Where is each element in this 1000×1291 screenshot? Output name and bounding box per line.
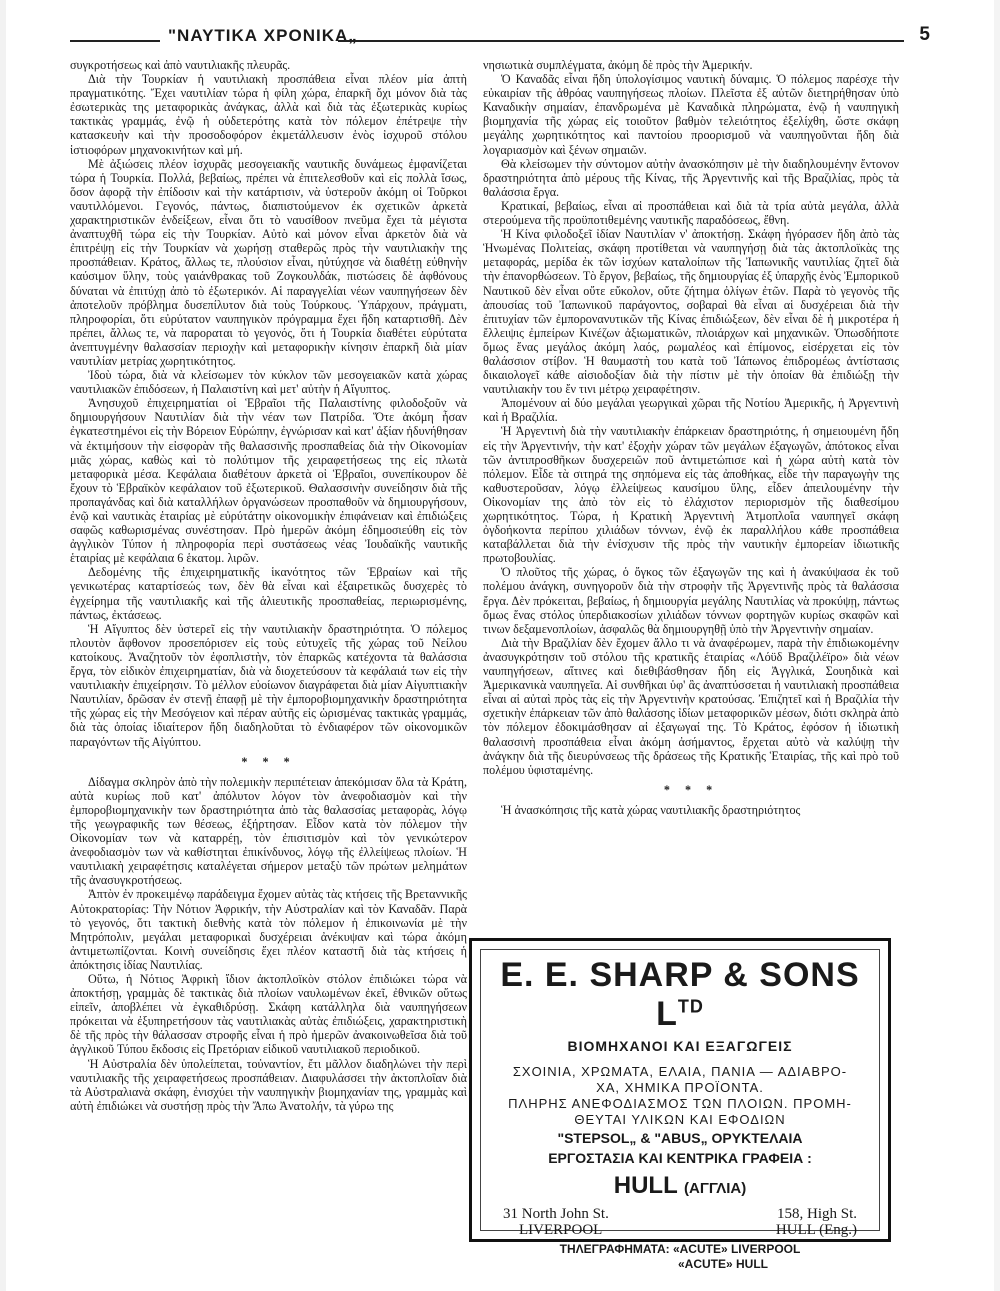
article-paragraph: Ἰδοὺ τώρα, διὰ νὰ κλείσωμεν τὸν κύκλον τῶν μεσογειακῶν κατὰ χώρας ναυτιλιακῶν ἐπιδόσεων, ἡ Παλαιστίνη καὶ μετ' αὐτὴν ἡ Αἴγυπτος. bbox=[70, 368, 467, 397]
journal-title: "ΝΑΥΤΙΚΑ ΧΡΟΝΙΚΑ„ bbox=[168, 26, 358, 45]
article-paragraph: Διὰ τὴν Τουρκίαν ἡ ναυτιλιακὴ προσπάθεια εἶναι πλέον μία ἀπτὴ πραγματικότης. Ἔχει ναυτιλίαν τώρα ἡ φίλη χώρα, ἐπαρκῆ ὄχι μόνον διὰ τὰς ἐσωτερικὰς της μεταφορικὰς ἀνάγκας, ἀλλὰ καὶ διὰ τὰς ἐξωτερικὰς κυρίως τακτικὰς γραμμάς, ἐνῷ ἡ οὐδετερότης κατὰ τὸν πόλεμον ἐπέτρεψε τὴν κατασκευὴν καὶ τὴν προσοδοφόρον ἐκμετάλλευσιν ἑνὸς ἰσχυροῦ στόλου ἱστιοφόρων μηχανοκινήτων καὶ μή. bbox=[70, 72, 467, 157]
section-separator: * * * bbox=[663, 782, 719, 797]
head-office-city bbox=[481, 1172, 879, 1200]
article-paragraph: Ἀπομένουν αἱ δύο μεγάλαι γεωργικαὶ χῶραι τῆς Νοτίου Ἀμερικῆς, ἡ Ἀργεντινὴ καὶ ἡ Βραζιλία. bbox=[483, 396, 899, 425]
left-column bbox=[70, 58, 467, 1113]
telegram-line: ΤΗΛΕΓΡΑΦΗΜΑΤΑ: «ACUTE» LIVERPOOL bbox=[559, 1242, 801, 1256]
article-paragraph: Κρατικαί, βεβαίως, εἶναι αἱ προσπάθειαι καὶ διὰ τὰ τρία αὐτὰ μεγάλα, ἀλλὰ στερούμενα τῆς προϋποτιθεμένης ναυτικῆς παραδόσεως, ἔθνη. bbox=[483, 198, 899, 228]
article-paragraph: Διὰ τὴν Βραζιλίαν δὲν ἔχομεν ἄλλο τι νὰ ἀναφέρωμεν, παρὰ τὴν ἐπιδιωκομένην ἀνασυγκρότησιν τοῦ στόλου τῆς κρατικῆς ἑταιρίας «Λόϋδ Βραζιλέϊρο» διὰ νέων ναυπηγήσεων, αἵτινες καὶ διεθιβάσθησαν ἤδη εἰς Ἀγγλικά, Σουηδικὰ καὶ Ἀμερικανικὰ ναυπηγεῖα. Αἱ συνθῆκαι ὑφ' ἃς ἀναπτύσσεται ἡ ναυτιλιακὴ προσπάθεια εἶναι αἱ αὐταὶ πρὸς τὰς εἰς τὴν Ἀργεντινὴν κρατούσας. Ἐπιζητεῖ καὶ ἡ Βραζιλία τὴν σχετικὴν ἐπάρκειαν τῶν ἀπὸ θαλάσσης ἰδίων μεταφορικῶν μέσων, διότι σκληρὰ ἀπὸ τὸν πόλεμον ἐδοκιμάσθησαν αἱ ἐξαγωγαί της. Τὸ Κράτος, ἐφόσον ἡ ἰδιωτικὴ θαλασσινὴ προσπάθεια εἶναι ἀκόμη ἀσήμαντος, ἔρχεται αὐτὸ νὰ καλύψῃ τὴν ἀνάγκην διὰ τῆς διευρύνσεως τῆς δράσεως τῆς Κρατικῆς Ἑταιρίας, τῆς καὶ πρὸ τοῦ πολέμου ὑφισταμένης. bbox=[483, 635, 899, 777]
page-number: 5 bbox=[919, 24, 930, 45]
header-rule-right bbox=[338, 40, 904, 42]
advertiser-name-suffix: TD bbox=[677, 996, 704, 1017]
advertisement-inner-frame bbox=[480, 949, 880, 1271]
telegram-line: «ACUTE» HULL bbox=[677, 1257, 768, 1271]
liverpool-address bbox=[503, 1206, 609, 1238]
advertiser-name-text: E. E. SHARP & SONS L bbox=[500, 956, 860, 1033]
article-paragraph: Ἡ Κίνα φιλοδοξεῖ ἰδίαν Ναυτιλίαν ν' ἀποκτήσῃ. Σκάφη ἠγόρασεν ἤδη ἀπὸ τὰς Ἡνωμένας Πολιτείας, σκάφη προτίθεται νὰ ναυπηγήσῃ διὰ τὰς ἀκτοπλοϊκὰς της μεταφοράς, μερίδα ἐκ τῶν ἰσχύων καταλοίπων τῆς Ἰαπωνικῆς ναυτιλίας ζητεῖ διὰ τὴν ἐπανορθώσεων. Τὸ ἔργον, βεβαίως, τῆς δημιουργίας ἐξ ὑπαρχῆς ἑνὸς Ἐμπορικοῦ Ναυτικοῦ δὲν εἶναι οὔτε εὔκολον, οὔτε ζήτημα ὀλίγων ἐτῶν. Παρὰ τὸ γεγονὸς τῆς ἀπουσίας τοῦ Ἰαπωνικοῦ παράγοντος, σοβαραὶ θὰ εἶναι αἱ δυσχέρειαι διὰ τὴν ἐπιτυχίαν τῶν ἐμπορονανυτικῶν τῆς Κίνας ἐπιδιώξεων, δὲν εἶναι δὲ ἡ μικροτέρα ἡ ἔλλειψις ἐμπείρων Κινέζων ἀξιωματικῶν, πλοιάρχων καὶ μηχανικῶν. Ὁπωσδήποτε ὅμως ἕνας μεγάλος ἀκόμη λαός, ρωμαλέος καὶ ἐπίμονος, εἰσέρχεται εἰς τὸν θαλάσσιον στίβον. Ἡ θαυμαστὴ του κατὰ τοῦ Ἰάπωνος ἐπιδρομέως ἀντίστασις δικαιολογεῖ κάθε αἰσιοδοξίαν διὰ τὴν πίστιν μὲ τὴν ὁποίαν θὰ ἐπιδιώξῃ τὴν ναυτιλιακὴν του ἔν τινι μέτρῳ χειραφέτησιν. bbox=[483, 227, 899, 397]
advertiser-subtitle: ΒΙΟΜΗΧΑΝΟΙ ΚΑΙ ΕΞΑΓΩΓΕΙΣ bbox=[567, 1038, 793, 1054]
product-list bbox=[481, 1064, 879, 1128]
article-paragraph: Ὁ Καναδᾶς εἶναι ἤδη ὑπολογίσιμος ναυτικὴ δύναμις. Ὁ πόλεμος παρέσχε τὴν εὐκαιρίαν τῆς ἀθρόας ναυπηγήσεως πλοίων. Πλεῖστα ἐξ αὐτῶν διετηρήθησαν ὑπὸ Καναδικὴν σημαίαν, ἐπανδρωμένα μὲ Καναδικὰ πληρώματα, ἐνῷ ἡ ναυπηγικὴ βιομηχανία τῆς χώρας εἰς τοιοῦτον βαθμὸν τελειότητος ἐξελίχθη, ὥστε σκάφη μεγάλης χωρητικότητος καὶ παντοίου προορισμοῦ νὰ ναυπηγοῦνται ἤδη διὰ λογαριασμὸν καὶ ξένων σημαιῶν. bbox=[483, 72, 899, 157]
scan-edge-right bbox=[994, 0, 1000, 1291]
article-paragraph: Ὁ πλοῦτος τῆς χώρας, ὁ ὄγκος τῶν ἐξαγωγῶν της καὶ ἡ ἀνακύψασα ἐκ τοῦ πολέμου ἀνάγκη, συνηγοροῦν διὰ τὴν στροφὴν τῆς Ἀργεντινῆς πρὸς τὰ θαλάσσια ἔργα. Δὲν πρόκειται, βεβαίως, ἡ δημιουργία μεγάλης Ναυτιλίας νὰ προκύψῃ, πάντως ὅμως ἕνας στόλος ὑπερδιακοσίων χιλιάδων τόννων φορτηγῶν κυρίως σκαφῶν καὶ τινων δεξαμενοπλοίων, ἀσφαλῶς θὰ δημιουργηθῇ ὑπὸ τὴν Ἀργεντινὴν σημαίαν. bbox=[483, 565, 899, 636]
sharp-advertisement bbox=[469, 938, 891, 1271]
product-line: ΧΑ, ΧΗΜΙΚΑ ΠΡΟΪΟΝΤΑ. bbox=[596, 1080, 764, 1095]
article-paragraph: Θὰ κλείσωμεν τὴν σύντομον αὐτὴν ἀνασκόπησιν μὲ τὴν διαδηλουμένην ἔντονον δραστηριότητα ἀπὸ μέρους τῆς Κίνας, τῆς Ἀργεντινῆς καὶ τῆς Βραζιλίας, πρὸς τὰ θαλάσσια ἔργα. bbox=[483, 156, 899, 199]
right-column bbox=[483, 58, 899, 817]
article-paragraph: Ἡ Ἀργεντινὴ διὰ τὴν ναυτιλιακὴν ἐπάρκειαν δραστηριότης, ἡ σημειουμένη ἤδη εἰς τὴν Ἀργεντινήν, τὴν κατ' ἐξοχὴν χώραν τῶν μεγάλων ἐξαγωγῶν, ἀπότοκος εἶναι τῶν ἀντιπροσθῆκων δυσχερειῶν ποῦ ἀντιμετώπισε καὶ ἡ χώρα αὐτὴ κατὰ τὸν πόλεμον. Εἶδε τὰ σιτηρά της σηπόμενα εἰς τὰς ἀποθήκας, εἶδε τὴν παραγωγὴν της καθυστεροῦσαν, λόγῳ ἐλλείψεως καυσίμου ὕλης, εἶδεν ἀπειλουμένην τὴν Οἰκονομίαν της ἀπὸ τὸν εἰς τὸ ἐλάχιστον περιορισμὸν τῆς διαθεσίμου χωρητικότητος. Τώρα, ἡ Κρατικὴ Ἀργεντινὴ Ἀτμοπλοΐα ναυπηγεῖ σκάφη ὀγδοήκοντα περίπου χιλιάδων τόννων, ἐνῷ ἐκ παραλλήλου κάθε προσπάθεια καταβάλλεται διὰ τὴν ἐνίσχυσιν τῆς πρὸς τὴν ναυτικὴν ἐμπορείαν ἰδιωτικῆς πρωτοβουλίας. bbox=[483, 424, 899, 566]
article-paragraph: Ἡ Αὐστραλία δὲν ὑπολείπεται, τοὐναντίον, ἔτι μᾶλλον διαδηλώνει τὴν περὶ ναυτιλιακῆς τῆς χειραφετήσεως προσπάθειαν. Διαφυλάσσει τὴν ἀκτοπλοΐαν διὰ τὰ Αὐστραλιανὰ σκάφη, ἐνισχύει τὴν ναυπηγικὴν βιομηχανίαν της, γραμμὰς καὶ αὐτὴ ἐπιδιώκει νὰ συστήσῃ πρὸς τὴν Ἄπω Ἀνατολήν, τὰ γύρω της bbox=[70, 1056, 467, 1113]
address-city: LIVERPOOL bbox=[519, 1222, 603, 1238]
scan-edge-left bbox=[0, 0, 6, 1291]
product-line: ΘΕΥΤΑΙ ΥΛΙΚΩΝ ΚΑΙ ΕΦΟΔΙΩΝ bbox=[574, 1112, 786, 1127]
telegram-addresses bbox=[481, 1242, 879, 1272]
product-line: ΣΧΟΙΝΙΑ, ΧΡΩΜΑΤΑ, ΕΛΑΙΑ, ΠΑΝΙΑ — ΑΔΙΑΒΡΟ- bbox=[512, 1064, 848, 1079]
section-separator: * * * bbox=[241, 754, 296, 769]
hull-address bbox=[776, 1206, 857, 1238]
article-paragraph: νησιωτικὰ συμπλέγματα, ἀκόμη δὲ πρὸς τὴν Ἀμερικήν. bbox=[483, 58, 753, 72]
header-rule-left bbox=[70, 40, 160, 42]
product-line: ΠΛΗΡΗΣ ΑΝΕΦΟΔΙΑΣΜΟΣ ΤΩΝ ΠΛΟΙΩΝ. ΠΡΟΜΗ- bbox=[508, 1096, 852, 1111]
article-paragraph: Ἡ Αἴγυπτος δὲν ὑστερεῖ εἰς τὴν ναυτιλιακὴν δραστηριότητα. Ὁ πόλεμος πλουτὸν ἄφθονον προσεπόρισεν εἰς τοὺς εὐτυχεῖς τῆς χώρας τοῦ Νείλου κατοίκους. Ἀναζητοῦν τὸν ἐφοπλιστὴν, τὸν ἐπαρκῶς κατέχοντα τὰ θαλάσσια ἔργα, τὸν εἰδικὸν ἐπιχειρηματίαν, διὰ νὰ διοχετεύσουν τὰ κεφάλαιά των εἰς τὴν ναυτιλιακὴν ἐπιχείρησιν. Τὸ μέλλον εὐοίωνον διαγράφεται διὰ μίαν Αἰγυπτιακὴν Ναυτιλίαν, δρῶσαν ἐν στενῇ ἐπαφῇ μὲ τὴν ἐμποροβιομηχανικὴν δραστηριότητα τῆς χώρας εἰς τὴν Μεσόγειον καὶ πέραν αὐτῆς εἰς ὡρισμένας τακτικὰς γραμμάς, διὰ τὰς ὁποίας ἰδιαίτερον ἤδη διαδηλοῦται τὸ ἐνδιαφέρον τῶν οἰκονομικῶν παραγόντων τῆς Αἰγύπτου. bbox=[70, 621, 467, 749]
advertiser-name bbox=[481, 956, 879, 1034]
article-paragraph: Δίδαγμα σκληρὸν ἀπὸ τὴν πολεμικὴν περιπέτειαν ἀπεκόμισαν ὅλα τὰ Κράτη, αὐτὰ κυρίως ποῦ κατ' ἀπόλυτον λόγον τὸν ἀνεφοδιασμὸν καὶ τὴν ἐμποροβιομηχανικὴν των δραστηριότητα ἀπὸ τὰς θαλασσίας μεταφορὰς, λόγῳ τῆς γεωγραφικῆς των θέσεως, ἐξήρτησαν. Εἶδον κατὰ τὸν πόλεμον τὴν Οἰκονομίαν των νὰ καταρρέῃ, τὸν ἐπισιτισμὸν καὶ τὸν γενικώτερον ἀνεφοδιασμὸν των νὰ καθίστηται ἐπικίνδυνος, λόγῳ τῆς ἐλλείψεως πλοίων. Ἡ ναυτιλιακὴ χειραφέτησις καταλέγεται σήμερον μεταξὺ τῶν πρώτων μελημάτων τῆς ἀνασυγκροτήσεως. bbox=[70, 774, 467, 888]
address-street: 31 North John St. bbox=[503, 1206, 609, 1222]
page-header bbox=[70, 26, 932, 52]
factory-heading: ΕΡΓΟΣΤΑΣΙΑ ΚΑΙ ΚΕΝΤΡΙΚΑ ΓΡΑΦΕΙΑ : bbox=[548, 1150, 812, 1166]
article-paragraph: Ἀνησυχοῦ ἐπιχειρηματίαι οἱ Ἑβραῖοι τῆς Παλαιστίνης φιλοδοξοῦν νὰ δημιουργήσουν Ναυτιλίαν διὰ τὴν νέαν των Πατρίδα. Ὅτε ἀκόμη ἦσαν ἐγκατεστημένοι εἰς τὴν Βόρειον Εὐρώπην, ἐγνώρισαν καὶ κατ' ἀξίαν ἠδυνήθησαν νὰ ἐκτιμήσουν τὴν εἰσφορὰν τῆς θαλασσινῆς προσπαθείας διὰ τὴν Οἰκονομίαν μιᾶς χώρας, καθὼς καὶ τὸ πολύτιμον τῆς χειραφετήσεως της εἰς πλωτὰ μεταφορικὰ μέσα. Κεφάλαια διαθέτουν ἀρκετὰ οἱ Ἑβραῖοι, συνεπίκουρον δὲ ἔχουν τὸ Ἑβραϊκὸν κεφάλαιον τοῦ ἐξωτερικοῦ. Θαλασσινὴν συνείδησιν διὰ τῆς προπαγάνδας καὶ διὰ καταλλήλων ὀργανώσεων προσπαθοῦν νὰ δημιουργήσουν, ἐνῷ καὶ ναυτικὰς ἑταιρίας μὲ εὐρύτάτην οἰκονομικὴν ἐπιφάνειαν καὶ ἐπιδιώξεις σαφῶς καθωρισμένας συνέστησαν. Πρὸ ἡμερῶν ἀκόμη ἐδημοσιεύθη εἰς τὸν ἀγγλικὸν Τύπον ἡ πληροφορία περὶ συστάσεως νέας Ἰουδαϊκῆς ναυτικῆς ἑταιρίας μὲ κεφάλαια 6 ἑκατομ. λιρῶν. bbox=[70, 396, 467, 566]
article-paragraph: Ἡ ἀνασκόπησις τῆς κατὰ χώρας ναυτιλιακῆς δραστηριότητος bbox=[501, 802, 801, 817]
article-paragraph: συγκροτήσεως καὶ ἀπὸ ναυτιλιακῆς πλευρᾶς. bbox=[70, 58, 291, 72]
article-paragraph: Μὲ ἀξιώσεις πλέον ἰσχυρᾶς μεσογειακῆς ναυτικῆς δυνάμεως ἐμφανίζεται τώρα ἡ Τουρκία. Πολλά, βεβαίως, πρέπει νὰ ἐπιτελεσθοῦν καὶ εἰς πολλὰ ἴσως, ὅσον ἀφορᾷ τὴν ἐπίδοσιν καὶ τὴν κατάρτισιν, νὰ ὑστεροῦν ἀκόμη οἱ Τοῦρκοι ναυτιλλόμενοι. Γεγονός, πάντως, διαπιστούμενον ἐκ σχετικῶν ἀρκετὰ χαρακτηριστικῶν ἐνδείξεων, εἶναι ὅτι τὸ ναυσίθοον πνεῦμα ἔχει τὰ μέγιστα ἀναπτυχθῆ τώρα εἰς τὴν Τουρκίαν. Αὐτὸ καὶ μόνον εἶναι ἀρκετὸν διὰ νὰ ἐπιτρέψῃ εἰς τὴν Τουρκίαν νὰ χωρήσῃ σταθερῶς πρὸς τὴν ναυτιλιακὴν της προσπάθειαν. Κράτος, ἄλλως τε, πλούσιον εἶναι, ηὐτύχησε νὰ διαθέτῃ εὐθηνὴν καύσιμον ὕλην, τοὺς γαιάνθρακας τοῦ Ζογκουλδάκ, πιστώσεις δὲ ἀφθόνους δύναται νὰ ἐπιτύχῃ ἀπὸ τὸ ἐξωτερικόν. Αἱ παραγγελίαι νέων ναυπηγήσεων δὲν ἀποτελοῦν πρόβλημα δυσεπίλυτον διὰ τοὺς Τούρκους. Ὑπάρχουν, πράγματι, πληροφορίαι, ὅτι εὐρύτατον ναυπηγικὸν πρόγραμμα ἔχει ἤδη καταρτισθῆ. Δὲν πρέπει, ἄλλως τε, νὰ παροραται τὸ γεγονός, ὅτι ἡ Τουρκία διαθέτει εὐρύτατα ἀνεπτυγμένην θαλασσίαν περιοχὴν καὶ μεταφορικὴν κίνησιν ἐπαρκῆ διὰ μίαν ναυτιλίαν μετρίας χωρητικότητος. bbox=[70, 156, 467, 368]
article-paragraph: Οὕτω, ἡ Νότιος Ἀφρικὴ ἴδιον ἀκτοπλοϊκὸν στόλον ἐπιδιώκει τώρα νὰ ἀποκτήσῃ, γραμμὰς δὲ τακτικὰς διὰ πλοίων ναυλωμένων ἐκεῖ, ἐθνικῶν οὕτως εἰπεῖν, ἀποβλέπει νὰ ἐγκαθιδρύσῃ. Σκάφη κατάλληλα διὰ ναυπηγήσεων πρόκειται νὰ ἐξυπηρετήσουν τὰς ναυτιλιακὰς αὐτὰς ἐπιδιώξεις, χαρακτηριστικὴ δὲ τῆς πρὸς τὴν θάλασσαν στροφῆς εἶναι ἡ πρὸ ἡμερῶν ἀνακοινωθεῖσα διὰ τοῦ ἀγγλικοῦ Τύπου ἔκδοσις εἰς Πρετόριαν εἰδικοῦ ναυτιλιακοῦ περιοδικοῦ. bbox=[70, 972, 467, 1057]
brand-names: "STEPSOL„ & "ABUS„ ΟΡΥΚΤΕΛΑΙΑ bbox=[557, 1130, 803, 1146]
address-street: 158, High St. bbox=[776, 1206, 857, 1222]
city-name: HULL bbox=[613, 1172, 678, 1199]
address-city: HULL (Eng.) bbox=[775, 1222, 857, 1238]
addresses bbox=[481, 1206, 879, 1240]
article-paragraph: Δεδομένης τῆς ἐπιχειρηματικῆς ἱκανότητος τῶν Ἑβραίων καὶ τῆς γενικωτέρας καταρτίσεώς των, δὲν θὰ εἶναι καὶ ἐξαιρετικῶς δυσχερὲς τὸ ἐγχείρημα τῆς ναυτιλιακῆς καὶ τῆς ἁλιευτικῆς προσπαθείας, περιωρισμένης, πάντως, ἐκτάσεως. bbox=[70, 565, 467, 622]
article-paragraph: Ἀπτὸν ἐν προκειμένῳ παράδειγμα ἔχομεν αὐτὰς τὰς κτήσεις τῆς Βρεταννικῆς Αὐτοκρατορίας: Τὴν Νότιον Ἀφρικήν, τὴν Αὐστραλίαν καὶ τὸν Καναδᾶν. Παρὰ τὸ γεγονός, ὅτι τακτικὴ διεθνὴς κατὰ τὸν πόλεμον ἡ ἐπικοινωνία μὲ τὴν Μητρόπολιν, μεγάλαι μεταφορικαὶ δυσχέρειαι ἀνέκυψαν καὶ τώρα ἀκόμη ἀντιμετωπίζονται. Κοινὴ συνείδησις ἔχει πλέον καταστῆ διὰ τὰς κτήσεις ἡ ἀπόκτησις ἰδίας Ναυτιλίας. bbox=[70, 887, 467, 972]
city-country: (ΑΓΓΛΙΑ) bbox=[684, 1180, 747, 1197]
